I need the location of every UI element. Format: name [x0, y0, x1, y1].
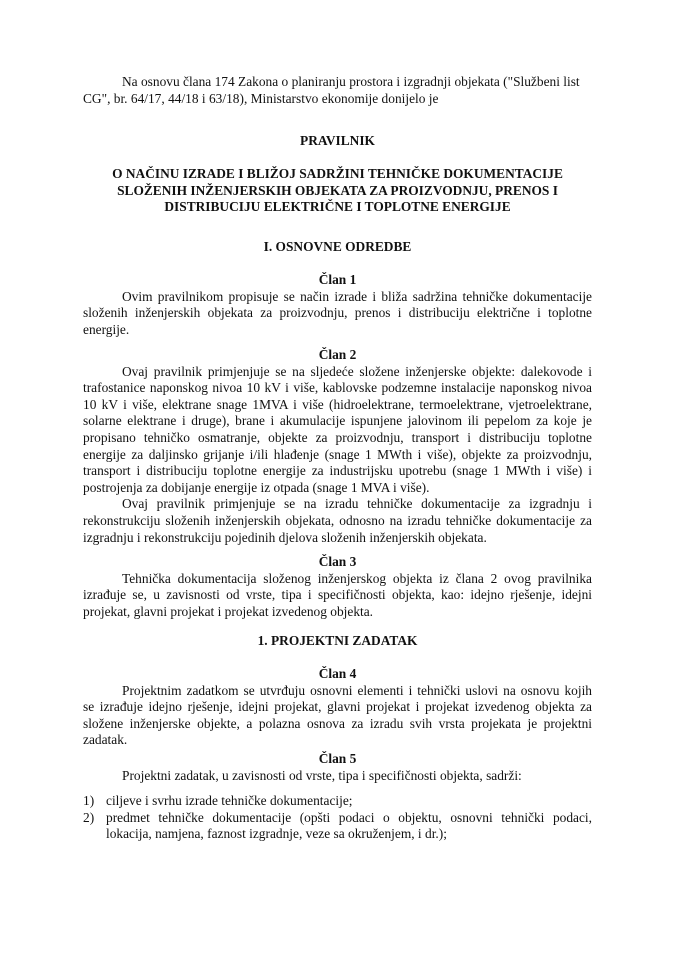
text-line: izrađuje se, u zavisnosti od vrste, tipa i specifičnosti objekta, kao: idejno rješenje, idejni — [83, 587, 592, 603]
preamble — [83, 74, 592, 107]
article-1 — [83, 272, 592, 338]
article-2 — [83, 347, 592, 546]
text-line: lokacija, namjena, faznost izgradnje, veze sa okruženjem, i dr.); — [106, 826, 447, 842]
article-heading: Član 2 — [318, 347, 357, 362]
list-item — [83, 793, 592, 810]
text-line: Projektni zadatak, u zavisnosti od vrste, tipa i specifičnosti objekta, sadrži: — [122, 767, 522, 783]
title-line: O NAČINU IZRADE I BLIŽOJ SADRŽINI TEHNIČKE DOKUMENTACIJE — [112, 166, 563, 181]
list-item — [83, 810, 592, 843]
text-line: ciljeve i svrhu izrade tehničke dokumentacije; — [106, 793, 353, 809]
text-line: rekonstrukciju složenih inženjerskih objekata, odnosno na izradu tehničke dokumentacije za — [83, 512, 592, 528]
text-line: propisano tehničko osmatranje, objekte za proizvodnju, transport i distribuciju toplotne — [83, 429, 592, 445]
text-line: Projektnim zadatkom se utvrđuju osnovni elementi i tehnički uslovi na osnovu kojih — [122, 682, 592, 698]
text-line: trafostanice naponskog nivoa 10 kV i više, kablovske podzemne instalacije naponskog nivoa — [83, 380, 592, 396]
title-line: DISTRIBUCIJU ELEKTRIČNE I TOPLOTNE ENERGIJE — [164, 199, 511, 215]
text-line: Tehnička dokumentacija složenog inženjerskog objekta iz člana 2 ovog pravilnika — [122, 570, 592, 586]
article-heading: Član 5 — [318, 751, 357, 766]
title-line: SLOŽENIH INŽENJERSKIH OBJEKATA ZA PROIZVODNJU, PRENOS I — [117, 182, 558, 198]
text-line: zadatak. — [83, 732, 128, 748]
text-line: Ovaj pravilnik primjenjuje se na sljedeće složene inženjerske objekte: dalekovode i — [122, 363, 592, 379]
text-line: Na osnovu člana 174 Zakona o planiranju prostora i izgradnji objekata ("Službeni list — [122, 74, 580, 89]
section-heading: I. OSNOVNE ODREDBE — [263, 239, 412, 254]
document-title — [83, 166, 592, 216]
article-3 — [83, 554, 592, 620]
document-type: PRAVILNIK — [300, 133, 375, 148]
text-line: postrojenja za dobijanje energije iz otpada (snage 1 MVA i više). — [83, 479, 430, 495]
text-line: 10 kV i više, elektrane snage 1MVA i više (hidroelektrane, termoelektrane, vjetroelektrane, — [83, 396, 592, 412]
text-line: predmet tehničke dokumentacije (opšti podaci o objektu, osnovni tehnički podaci, — [106, 809, 592, 825]
text-line: Ovim pravilnikom propisuje se način izrade i bliža sadržina tehničke dokumentacije — [122, 288, 592, 304]
text-line: energije. — [83, 321, 130, 337]
text-line: složenih inženjerskih objekata za proizvodnju, prenos i distribuciju električne i toplotne — [83, 305, 592, 321]
text-line: projekat, glavni projekat i projekat izvedenog objekta. — [83, 603, 374, 619]
text-line: CG", br. 64/17, 44/18 i 63/18), Ministarstvo ekonomije donijelo je — [83, 90, 439, 106]
list-number: 2) — [83, 809, 95, 825]
text-line: složene inženjerske objekte, a polazna osnova za izradu svih vrsta projekata je projektni — [83, 715, 592, 731]
section-heading: 1. PROJEKTNI ZADATAK — [257, 633, 418, 648]
text-line: transport i distribuciju toplotne energije za industrijsku upotrebu (snage 1 MWth i više) i — [83, 463, 592, 479]
article-4 — [83, 666, 592, 749]
article-heading: Član 4 — [318, 666, 357, 681]
list-number: 1) — [83, 793, 95, 809]
text-line: izgradnju i rekonstrukciju pojedinih djelova složenih inženjerskih objekata. — [83, 529, 487, 545]
text-line: Ovaj pravilnik primjenjuje se na izradu tehničke dokumentacije za izgradnju i — [122, 496, 592, 512]
article-5 — [83, 751, 592, 843]
article-heading: Član 3 — [318, 554, 357, 569]
text-line: energije za daljinsko grijanje i/ili hlađenje (snage 1 MWth i više), objekte za proizvodnju, — [83, 446, 592, 462]
text-line: solarne elektrane i druge), brane i akumulacije ispunjene jalovinom ili pepelom za koje je — [83, 413, 592, 429]
article-heading: Član 1 — [318, 272, 357, 287]
text-line: se izrađuje idejno rješenje, idejni projekat, glavni projekat i projekat izvedenog objekta za — [83, 699, 592, 715]
